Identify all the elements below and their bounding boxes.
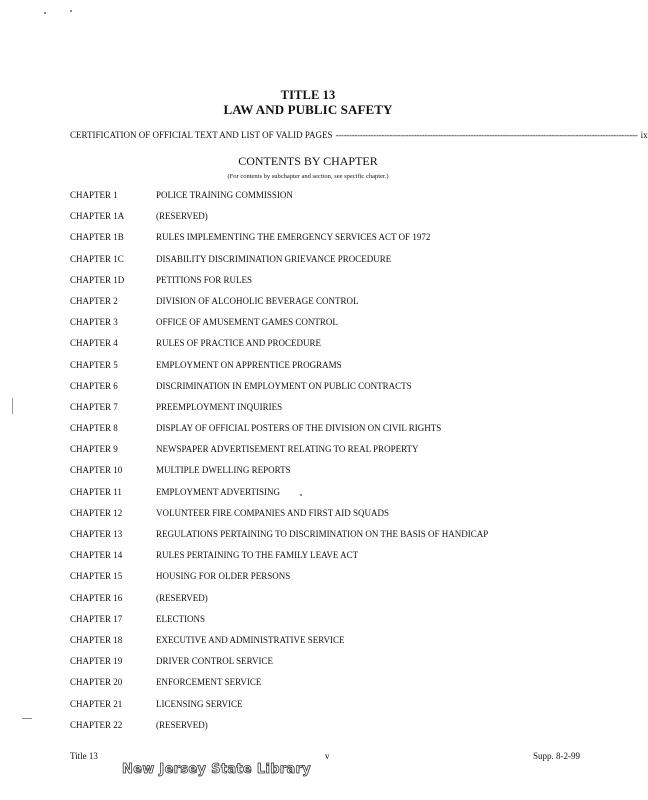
chapter-number: CHAPTER 8: [70, 423, 118, 434]
chapter-number: CHAPTER 2: [70, 295, 118, 306]
chapter-row: [70, 550, 590, 571]
chapter-number: CHAPTER 16: [70, 592, 123, 603]
footer-title: Title 13: [70, 751, 98, 761]
chapter-number: CHAPTER 10: [70, 465, 123, 476]
chapter-row: [70, 529, 590, 550]
chapter-number: CHAPTER 17: [70, 613, 123, 624]
chapter-row: [70, 317, 590, 338]
chapter-row: [70, 338, 590, 359]
chapter-row: [70, 402, 590, 423]
chapter-number: CHAPTER 4: [70, 338, 118, 349]
chapter-title: NEWSPAPER ADVERTISEMENT RELATING TO REAL PROPERTY: [156, 444, 419, 455]
chapter-title: LICENSING SERVICE: [156, 698, 243, 709]
chapter-number: CHAPTER 1A: [70, 211, 125, 222]
chapter-title: (RESERVED): [156, 719, 208, 730]
chapter-row: [70, 381, 590, 402]
chapter-row: [70, 423, 590, 444]
scan-speck: [44, 12, 46, 14]
chapter-title: HOUSING FOR OLDER PERSONS: [156, 571, 291, 582]
chapter-number: CHAPTER 1D: [70, 274, 125, 285]
chapter-list: [70, 190, 590, 741]
scan-speck: [12, 398, 13, 414]
chapter-title: ENFORCEMENT SERVICE: [156, 677, 262, 688]
scan-speck: [300, 494, 302, 496]
chapter-row: [70, 593, 590, 614]
chapter-number: CHAPTER 3: [70, 317, 118, 328]
chapter-row: [70, 635, 590, 656]
chapter-title: DISPLAY OF OFFICIAL POSTERS OF THE DIVISION ON CIVIL RIGHTS: [156, 423, 442, 434]
chapter-title: DRIVER CONTROL SERVICE: [156, 656, 273, 667]
chapter-title: (RESERVED): [156, 592, 208, 603]
chapter-row: [70, 720, 590, 741]
contents-heading: CONTENTS BY CHAPTER: [238, 154, 378, 168]
chapter-title: EMPLOYMENT ADVERTISING: [156, 486, 281, 497]
chapter-number: CHAPTER 15: [70, 571, 123, 582]
chapter-row: [70, 465, 590, 486]
chapter-row: [70, 275, 590, 296]
chapter-row: [70, 487, 590, 508]
chapter-title: DIVISION OF ALCOHOLIC BEVERAGE CONTROL: [156, 295, 359, 306]
chapter-row: [70, 254, 590, 275]
chapter-row: [70, 508, 590, 529]
chapter-number: CHAPTER 1C: [70, 253, 124, 264]
title-name: LAW AND PUBLIC SAFETY: [223, 102, 393, 117]
chapter-number: CHAPTER 18: [70, 634, 123, 645]
chapter-number: CHAPTER 1B: [70, 232, 124, 243]
library-stamp: New Jersey State Library: [122, 762, 312, 777]
chapter-number: CHAPTER 14: [70, 550, 123, 561]
chapter-title: RULES IMPLEMENTING THE EMERGENCY SERVICES ACT OF 1972: [156, 232, 431, 243]
certification-page: ix: [640, 130, 648, 140]
chapter-row: [70, 211, 590, 232]
chapter-title: PETITIONS FOR RULES: [156, 274, 253, 285]
chapter-row: [70, 296, 590, 317]
certification-leader: ----------------------------------------------------------------------------------------------------------------: [335, 130, 638, 140]
certification-entry: [70, 130, 648, 140]
chapter-row: [70, 360, 590, 381]
chapter-row: [70, 571, 590, 592]
chapter-title: PREEMPLOYMENT INQUIRIES: [156, 401, 283, 412]
chapter-title: DISCRIMINATION IN EMPLOYMENT ON PUBLIC CONTRACTS: [156, 380, 412, 391]
chapter-title: MULTIPLE DWELLING REPORTS: [156, 465, 291, 476]
chapter-title: REGULATIONS PERTAINING TO DISCRIMINATION ON THE BASIS OF HANDICAP: [156, 529, 489, 539]
chapter-title: ELECTIONS: [156, 613, 205, 624]
chapter-number: CHAPTER 9: [70, 444, 118, 455]
chapter-number: CHAPTER 12: [70, 507, 123, 518]
chapter-row: [70, 677, 590, 698]
chapter-row: [70, 232, 590, 253]
chapter-number: CHAPTER 7: [70, 401, 118, 412]
chapter-title: POLICE TRAINING COMMISSION: [156, 190, 293, 200]
chapter-title: (RESERVED): [156, 211, 208, 222]
chapter-row: [70, 444, 590, 465]
scan-speck: [22, 718, 32, 719]
chapter-row: [70, 699, 590, 720]
chapter-title: VOLUNTEER FIRE COMPANIES AND FIRST AID SQUADS: [156, 507, 390, 518]
footer-supplement-date: Supp. 8-2-99: [533, 751, 580, 761]
chapter-number: CHAPTER 20: [70, 677, 123, 688]
chapter-number: CHAPTER 6: [70, 380, 118, 391]
scan-speck: [70, 10, 72, 12]
chapter-number: CHAPTER 5: [70, 359, 118, 370]
chapter-number: CHAPTER 11: [70, 486, 122, 497]
footer-page-number: v: [325, 751, 330, 761]
title-number: TITLE 13: [280, 88, 336, 102]
chapter-title: EMPLOYMENT ON APPRENTICE PROGRAMS: [156, 359, 342, 370]
chapter-title: DISABILITY DISCRIMINATION GRIEVANCE PROCEDURE: [156, 253, 392, 264]
chapter-title: EXECUTIVE AND ADMINISTRATIVE SERVICE: [156, 634, 345, 645]
chapter-title: RULES PERTAINING TO THE FAMILY LEAVE ACT: [156, 550, 359, 561]
chapter-title: RULES OF PRACTICE AND PROCEDURE: [156, 338, 322, 349]
certification-label: CERTIFICATION OF OFFICIAL TEXT AND LIST OF VALID PAGES: [70, 130, 333, 140]
chapter-title: OFFICE OF AMUSEMENT GAMES CONTROL: [156, 317, 338, 328]
chapter-number: CHAPTER 19: [70, 656, 123, 667]
contents-note: (For contents by subchapter and section, see specific chapter.): [227, 173, 389, 180]
chapter-row: [70, 656, 590, 677]
chapter-number: CHAPTER 21: [70, 698, 123, 709]
chapter-row: [70, 614, 590, 635]
chapter-number: CHAPTER 13: [70, 529, 123, 539]
chapter-number: CHAPTER 22: [70, 719, 123, 730]
chapter-number: CHAPTER 1: [70, 190, 118, 200]
chapter-row: [70, 190, 590, 211]
